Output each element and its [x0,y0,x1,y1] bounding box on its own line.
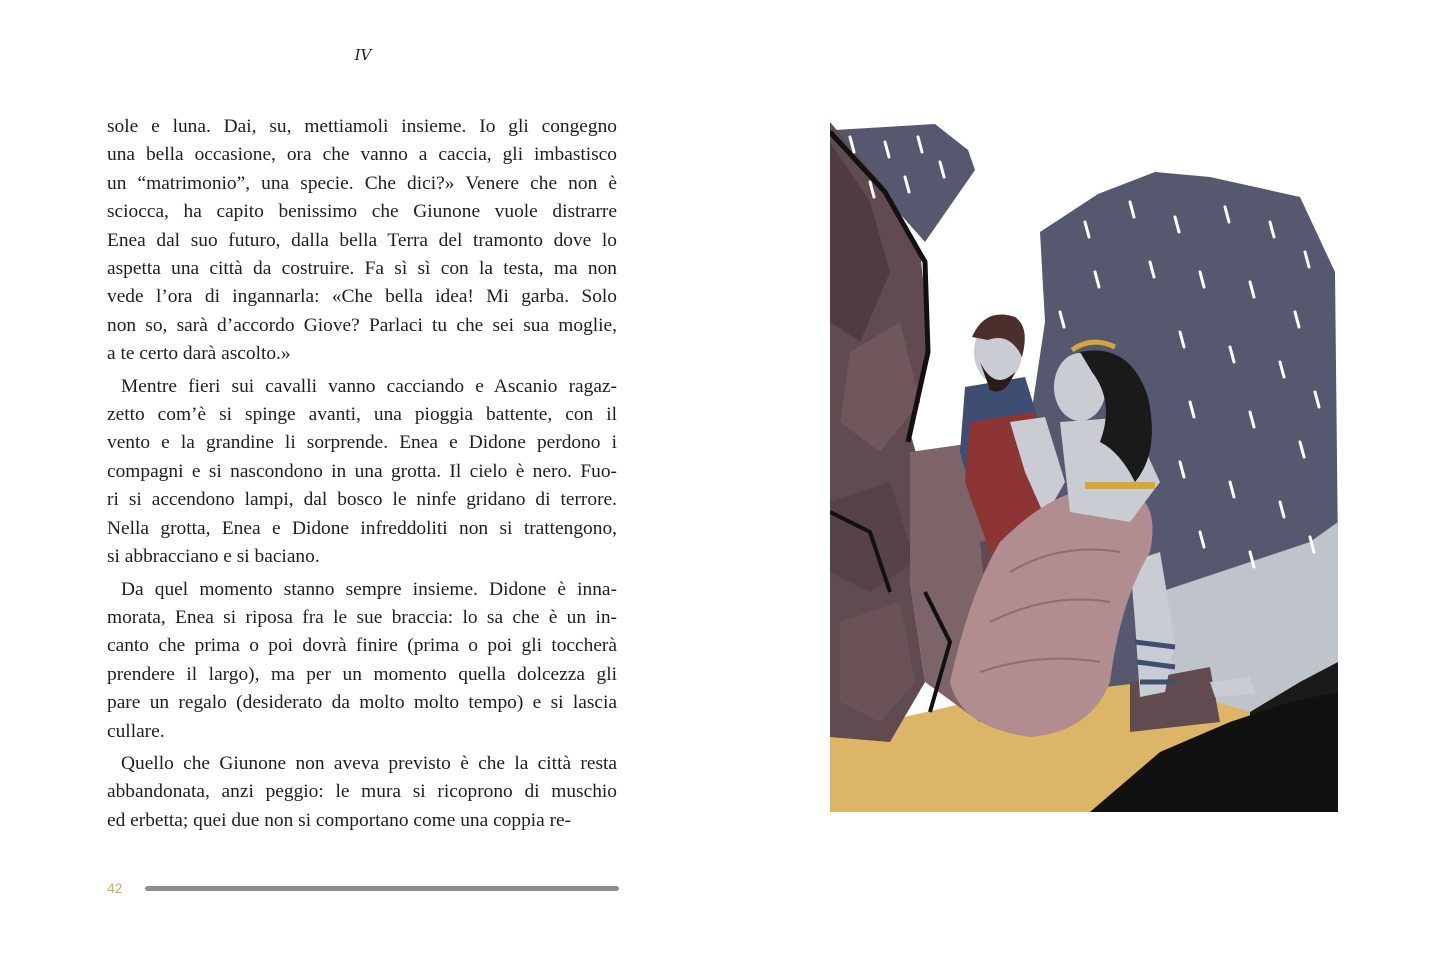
text-line: cullare. [107,720,165,742]
body-text [107,113,617,839]
text-line: morata, Enea si riposa fra le sue braccia: lo sa che è un in- [107,606,617,628]
text-line: un “matrimonio”, una specie. Che dici?» Venere che non è [107,172,617,194]
text-line: sciocca, ha capito benissimo che Giunone vuole distrarre [107,201,617,223]
text-line: si abbracciano e si baciano. [107,546,320,568]
didone-belt [1085,482,1155,489]
text-line: canto che prima o poi dovrà finire (prima o poi gli toccherà [107,635,617,657]
text-line: abbandonata, anzi peggio: le mura si ricoprono di muschio [107,781,617,803]
text-line: zetto com’è si spinge avanti, una pioggia battente, con il [107,404,617,426]
illustration [830,122,1338,812]
paragraph [107,750,617,835]
text-line: Nella grotta, Enea e Didone infreddoliti non si trattengono, [107,517,617,539]
text-line: ri si accendono lampi, dal bosco le ninfe gridano di terrore. [107,489,617,511]
paragraph [107,576,617,746]
paragraph [107,113,617,369]
text-line: compagni e si nascondono in una grotta. Il cielo è nero. Fuo- [107,460,617,482]
text-line: Quello che Giunone non aveva previsto è che la città resta [121,752,617,774]
text-line: Enea dal suo futuro, dalla bella Terra del tramonto dove lo [107,229,617,251]
paragraph [107,373,617,572]
text-line: prendere il largo), ma per un momento quella dolcezza gli [107,663,617,685]
text-line: Da quel momento stanno sempre insieme. Didone è inna- [121,578,617,600]
text-line: ed erbetta; quei due non si comportano come una coppia re- [107,809,572,831]
text-line: sole e luna. Dai, su, mettiamoli insieme. Io gli congegno [107,116,617,137]
page-number: 42 [107,880,123,896]
footer-rule [145,886,619,891]
text-line: aspetta una città da costruire. Fa sì sì con la testa, ma non [107,258,617,280]
text-line: a te certo darà ascolto.» [107,343,291,365]
text-line: non so, sarà d’accordo Giove? Parlaci tu che sei sua moglie, [107,314,617,336]
text-line: una bella occasione, ora che vanno a caccia, gli imbastisco [107,144,617,166]
text-line: vede l’ora di ingannarla: «Che bella idea! Mi garba. Solo [107,286,617,308]
text-line: vento e la grandine li sorprende. Enea e Didone perdono i [107,432,617,454]
text-line: pare un regalo (desiderato da molto molto tempo) e si lascia [107,692,617,714]
chapter-heading: IV [354,46,372,64]
text-line: Mentre fieri sui cavalli vanno cacciando e Ascanio ragaz- [121,375,617,397]
